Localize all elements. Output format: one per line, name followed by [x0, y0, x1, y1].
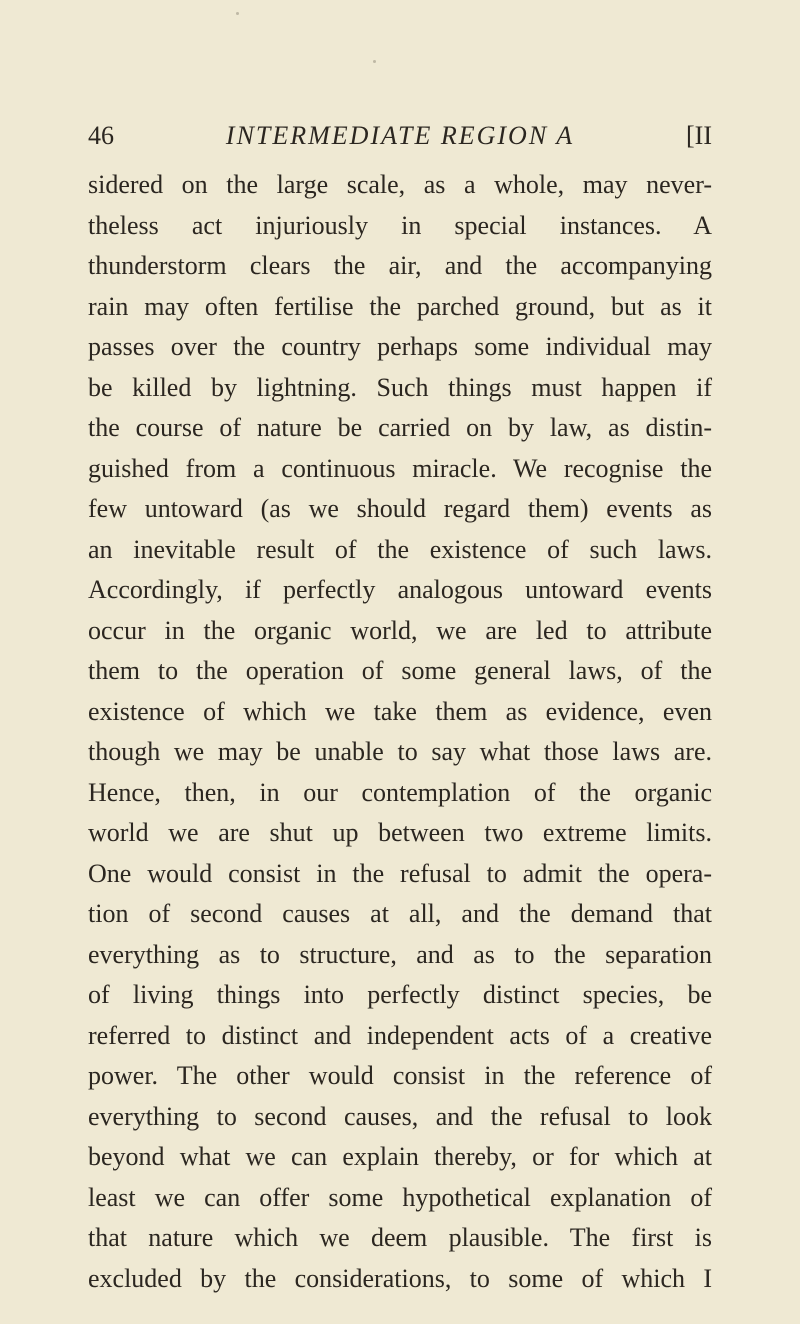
paper-speck	[373, 60, 376, 63]
running-head	[88, 118, 712, 154]
text-line: be killed by lightning. Such things must happen if	[88, 372, 712, 402]
text-line: passes over the country perhaps some individual may	[88, 332, 712, 361]
text-line: Hence, then, in our contemplation of the organic	[88, 777, 712, 807]
text-line: sidered on the large scale, as a whole, may never-	[88, 170, 712, 199]
text-line: existence of which we take them as evidence, even	[88, 696, 712, 726]
text-line: that nature which we deem plausible. The first is	[88, 1223, 712, 1252]
text-line: occur in the organic world, we are led to attribute	[88, 615, 712, 645]
text-line: Accordingly, if perfectly analogous untoward events	[88, 575, 712, 604]
text-line: guished from a continuous miracle. We recognise the	[88, 453, 712, 483]
text-line: theless act injuriously in special instances. A	[88, 210, 712, 240]
text-line: least we can offer some hypothetical explanation of	[88, 1182, 712, 1212]
text-line: world we are shut up between two extreme limits.	[88, 818, 712, 847]
text-line: everything as to structure, and as to the separation	[88, 939, 712, 969]
paper-speck	[236, 12, 239, 15]
text-line: rain may often fertilise the parched ground, but as it	[88, 291, 712, 321]
text-line: of living things into perfectly distinct species, be	[88, 980, 712, 1009]
text-line: though we may be unable to say what those laws are.	[88, 737, 712, 766]
page-number: 46	[88, 121, 114, 150]
text-line: few untoward (as we should regard them) events as	[88, 494, 712, 523]
text-line: an inevitable result of the existence of such laws.	[88, 534, 712, 564]
text-line: beyond what we can explain thereby, or for which at	[88, 1142, 712, 1171]
text-line: referred to distinct and independent acts of a creative	[88, 1020, 712, 1050]
text-line: tion of second causes at all, and the demand that	[88, 899, 712, 928]
text-line: thunderstorm clears the air, and the accompanying	[88, 251, 712, 280]
text-line: them to the operation of some general laws, of the	[88, 656, 712, 685]
text-line: One would consist in the refusal to admit the opera-	[88, 858, 712, 888]
chapter-marker: [II	[686, 121, 712, 150]
text-line: everything to second causes, and the refusal to look	[88, 1101, 712, 1131]
text-line: the course of nature be carried on by law, as distin-	[88, 413, 712, 442]
text-line: excluded by the considerations, to some of which I	[88, 1263, 712, 1293]
text-line: power. The other would consist in the reference of	[88, 1061, 712, 1090]
running-title: INTERMEDIATE REGION A	[225, 121, 575, 150]
body-text	[88, 165, 712, 1299]
